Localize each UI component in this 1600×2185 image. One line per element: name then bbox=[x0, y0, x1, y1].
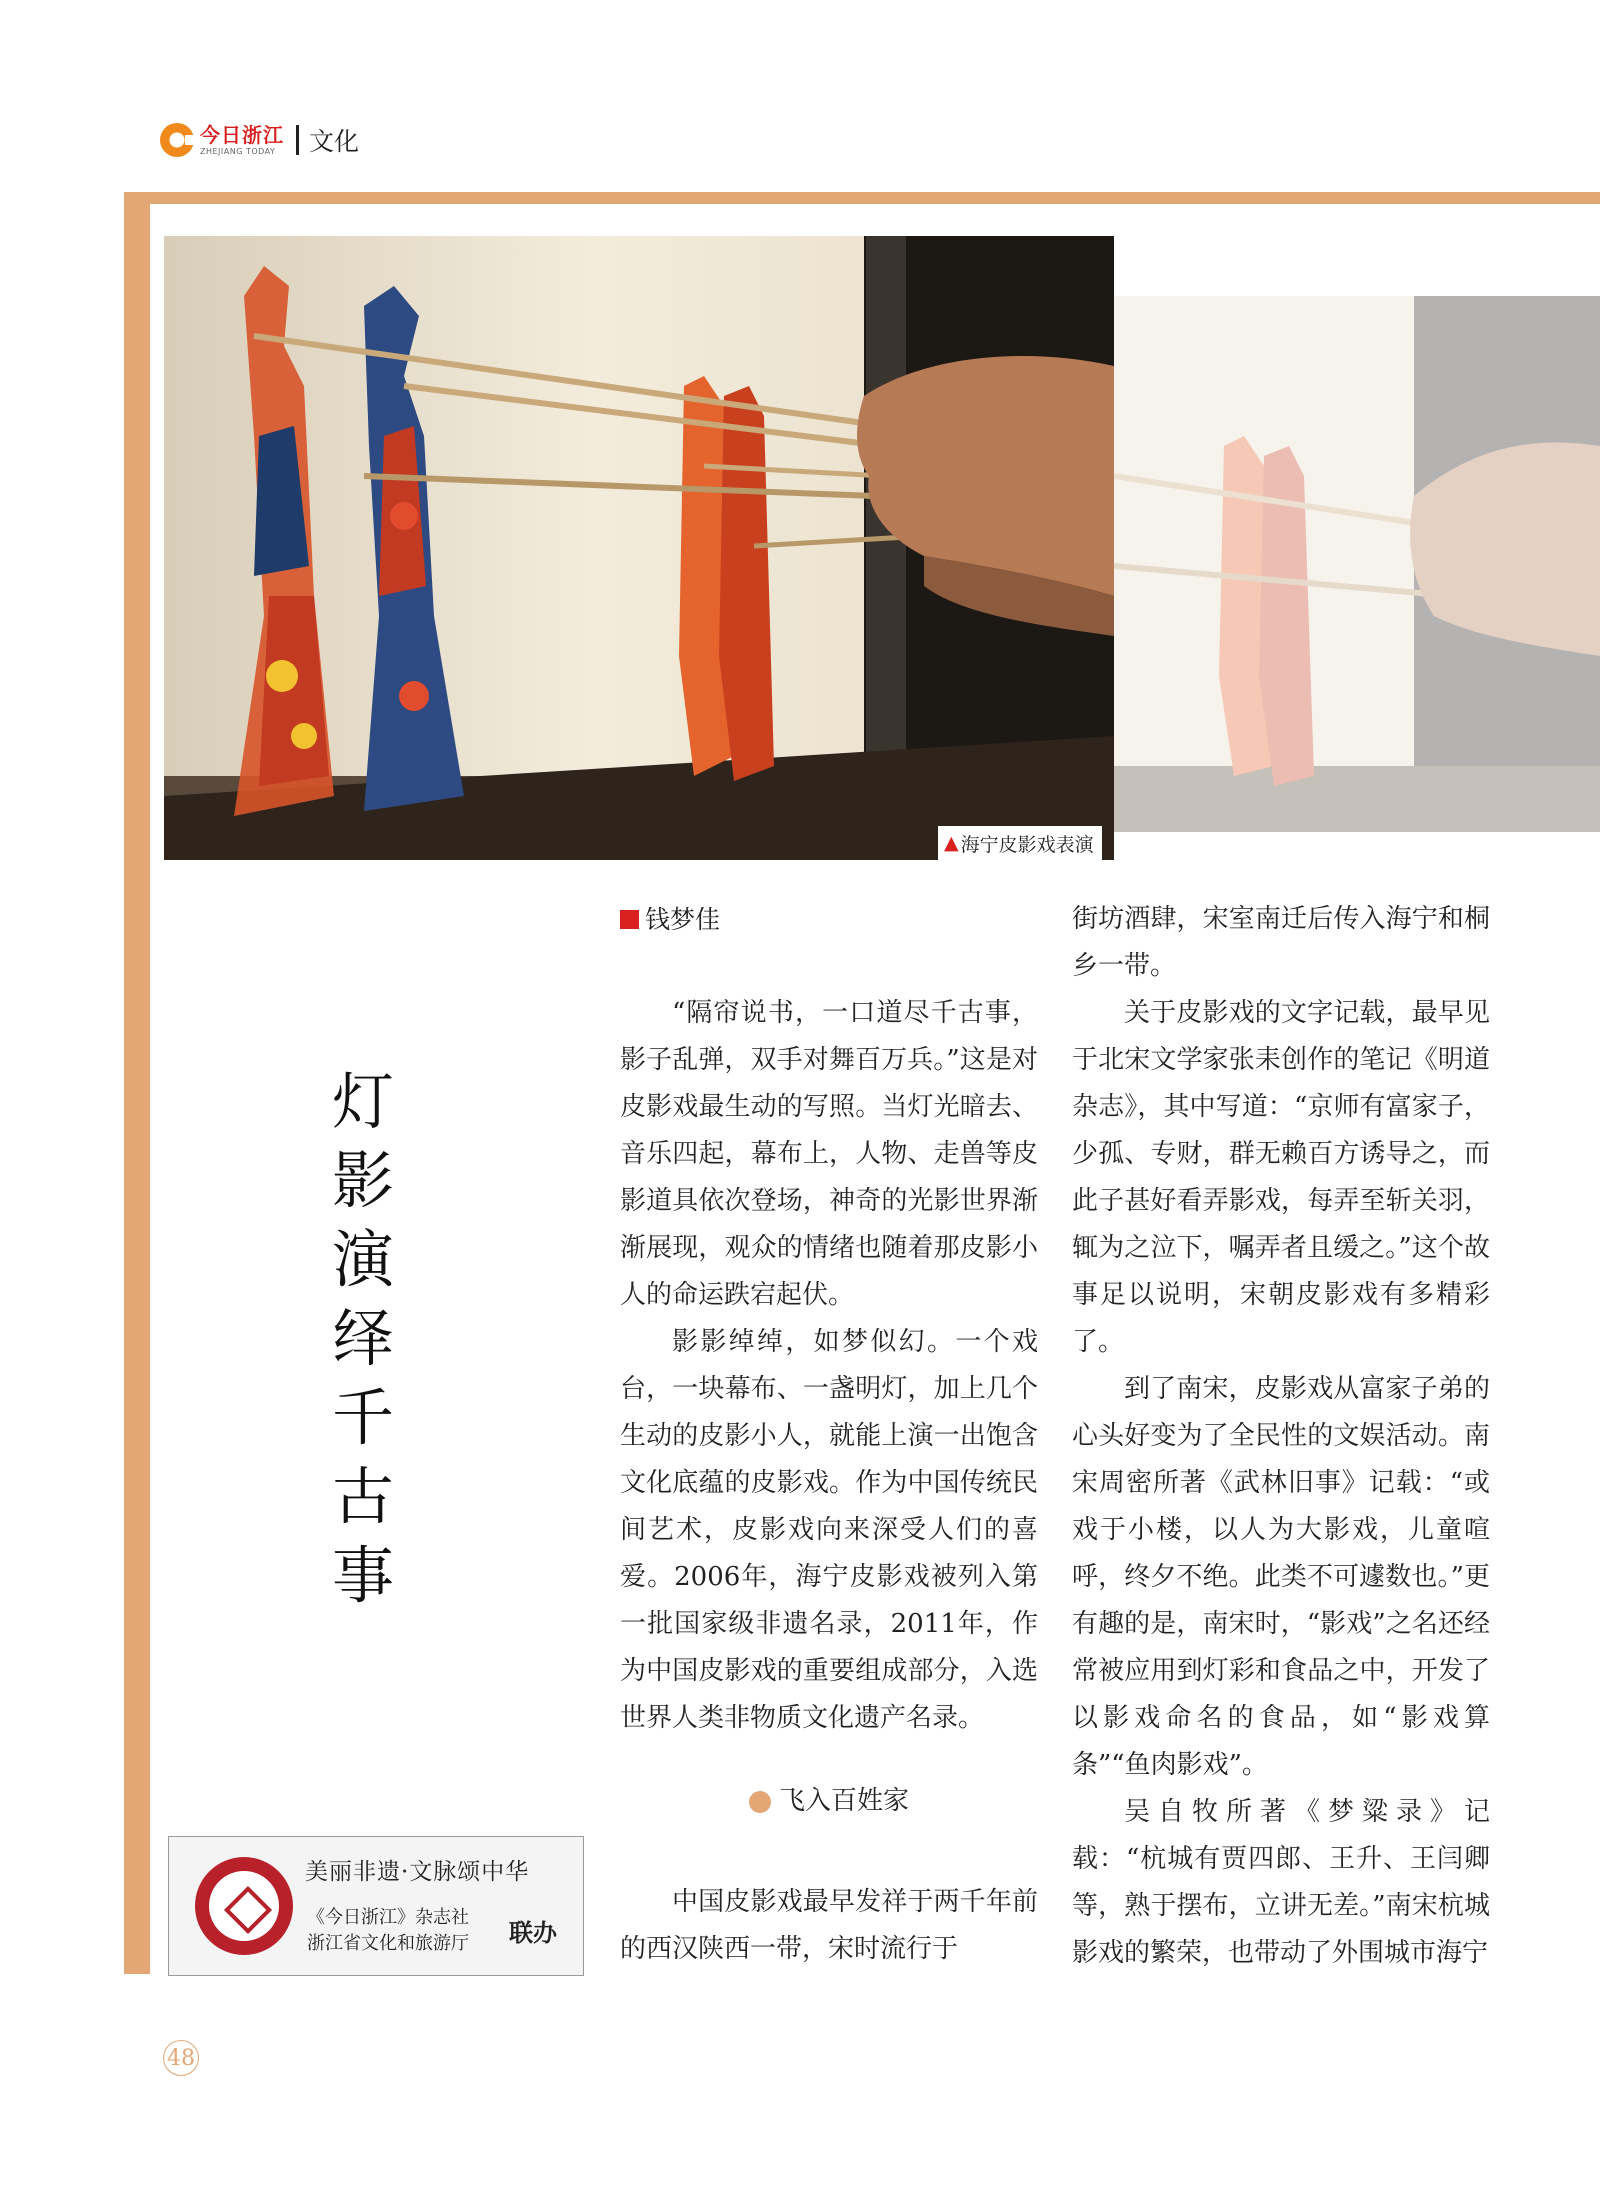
title-char: 事 bbox=[331, 1539, 394, 1612]
title-char: 灯 bbox=[331, 1065, 394, 1138]
subheading-text: 飞入百姓家 bbox=[778, 1786, 909, 1816]
seal-inner bbox=[209, 1871, 279, 1941]
header-divider bbox=[296, 125, 299, 155]
section-name: 文化 bbox=[309, 127, 360, 156]
page-header bbox=[160, 118, 359, 162]
author-byline bbox=[620, 896, 1038, 943]
title-char: 千 bbox=[331, 1381, 394, 1454]
heritage-seal-icon bbox=[195, 1857, 293, 1955]
paragraph: 关于皮影戏的文字记载，最早见于北宋文学家张耒创作的笔记《明道杂志》，其中写道：“京师有富家子，少孤、专财，群无赖百方诱导之，而此子甚好看弄影戏，每弄至斩关羽，辄为之泣下，嘱弄者且缓之。”这个故事足以说明，宋朝皮影戏有多精彩了。 bbox=[1072, 998, 1490, 1357]
article-column-2 bbox=[1072, 896, 1490, 1977]
title-char: 影 bbox=[331, 1144, 394, 1217]
author-name: 钱梦佳 bbox=[645, 905, 721, 934]
logo-text bbox=[200, 122, 284, 156]
logo-chinese: 今日浙江 bbox=[200, 122, 284, 147]
banner-headline: 美丽非遗·文脉颂中华 bbox=[305, 1859, 530, 1885]
caption-text: 海宁皮影戏表演 bbox=[960, 833, 1094, 856]
co-organizer-banner bbox=[168, 1836, 584, 1976]
seal-diamond bbox=[224, 1886, 272, 1934]
paragraph-continuation: 街坊酒肆，宋室南迁后传入海宁和桐乡一带。 bbox=[1072, 904, 1490, 981]
triangle-icon: ▲ bbox=[944, 832, 959, 854]
page-number: 48 bbox=[163, 2040, 199, 2076]
paragraph: 影影绰绰，如梦似幻。一个戏台，一块幕布、一盏明灯，加上几个生动的皮影小人，就能上演一出饱含文化底蕴的皮影戏。作为中国传统民间艺术，皮影戏向来深受人们的喜爱。2006年，海宁皮影戏被列入第一批国家级非遗名录，2011年，作为中国皮影戏的重要组成部分，入选世界人类非物质文化遗产名录。 bbox=[620, 1327, 1038, 1733]
photo-caption bbox=[938, 826, 1102, 860]
title-char: 绎 bbox=[331, 1302, 394, 1375]
faded-photo-illustration bbox=[1114, 296, 1600, 832]
red-square-icon bbox=[620, 910, 639, 929]
banner-organizer-2: 浙江省文化和旅游厅 bbox=[307, 1933, 469, 1954]
article-column-1 bbox=[620, 896, 1038, 1973]
top-accent-rule bbox=[124, 192, 1600, 204]
magazine-logo bbox=[160, 123, 284, 157]
paragraph: 吴自牧所著《梦粱录》记载：“杭城有贾四郎、王升、王闫卿等，熟于摆布，立讲无差。”南宋杭城影戏的繁荣，也带动了外围城市海宁 bbox=[1072, 1797, 1490, 1968]
paragraph: 中国皮影戏最早发祥于两千年前的西汉陕西一带，宋时流行于 bbox=[620, 1887, 1038, 1964]
shadow-puppet-photo bbox=[164, 236, 1114, 860]
side-accent-rule bbox=[124, 192, 150, 1974]
logo-swirl-icon bbox=[160, 123, 194, 157]
banner-organizer-1: 《今日浙江》杂志社 bbox=[307, 1907, 469, 1928]
section-subheading bbox=[620, 1778, 1038, 1825]
title-char: 演 bbox=[331, 1223, 394, 1296]
banner-joint-label: 联办 bbox=[509, 1919, 557, 1947]
faded-photo-reflection bbox=[1114, 296, 1600, 832]
shadow-puppet-illustration bbox=[164, 236, 1114, 860]
orange-dot-icon bbox=[749, 1791, 771, 1813]
paragraph: “隔帘说书，一口道尽千古事，影子乱弹，双手对舞百万兵。”这是对皮影戏最生动的写照。当灯光暗去、音乐四起，幕布上，人物、走兽等皮影道具依次登场，神奇的光影世界渐渐展现，观众的情绪也随着那皮影小人的命运跌宕起伏。 bbox=[620, 998, 1038, 1310]
paragraph: 到了南宋，皮影戏从富家子弟的心头好变为了全民性的文娱活动。南宋周密所著《武林旧事》记载：“或戏于小楼，以人为大影戏，儿童喧呼，终夕不绝。此类不可遽数也。”更有趣的是，南宋时，“影戏”之名还经常被应用到灯彩和食品之中，开发了以影戏命名的食品，如“影戏算条”“鱼肉影戏”。 bbox=[1072, 1374, 1490, 1780]
vertical-title bbox=[318, 1062, 408, 1615]
title-char: 古 bbox=[331, 1460, 394, 1533]
logo-english: ZHEJIANG TODAY bbox=[200, 146, 276, 156]
